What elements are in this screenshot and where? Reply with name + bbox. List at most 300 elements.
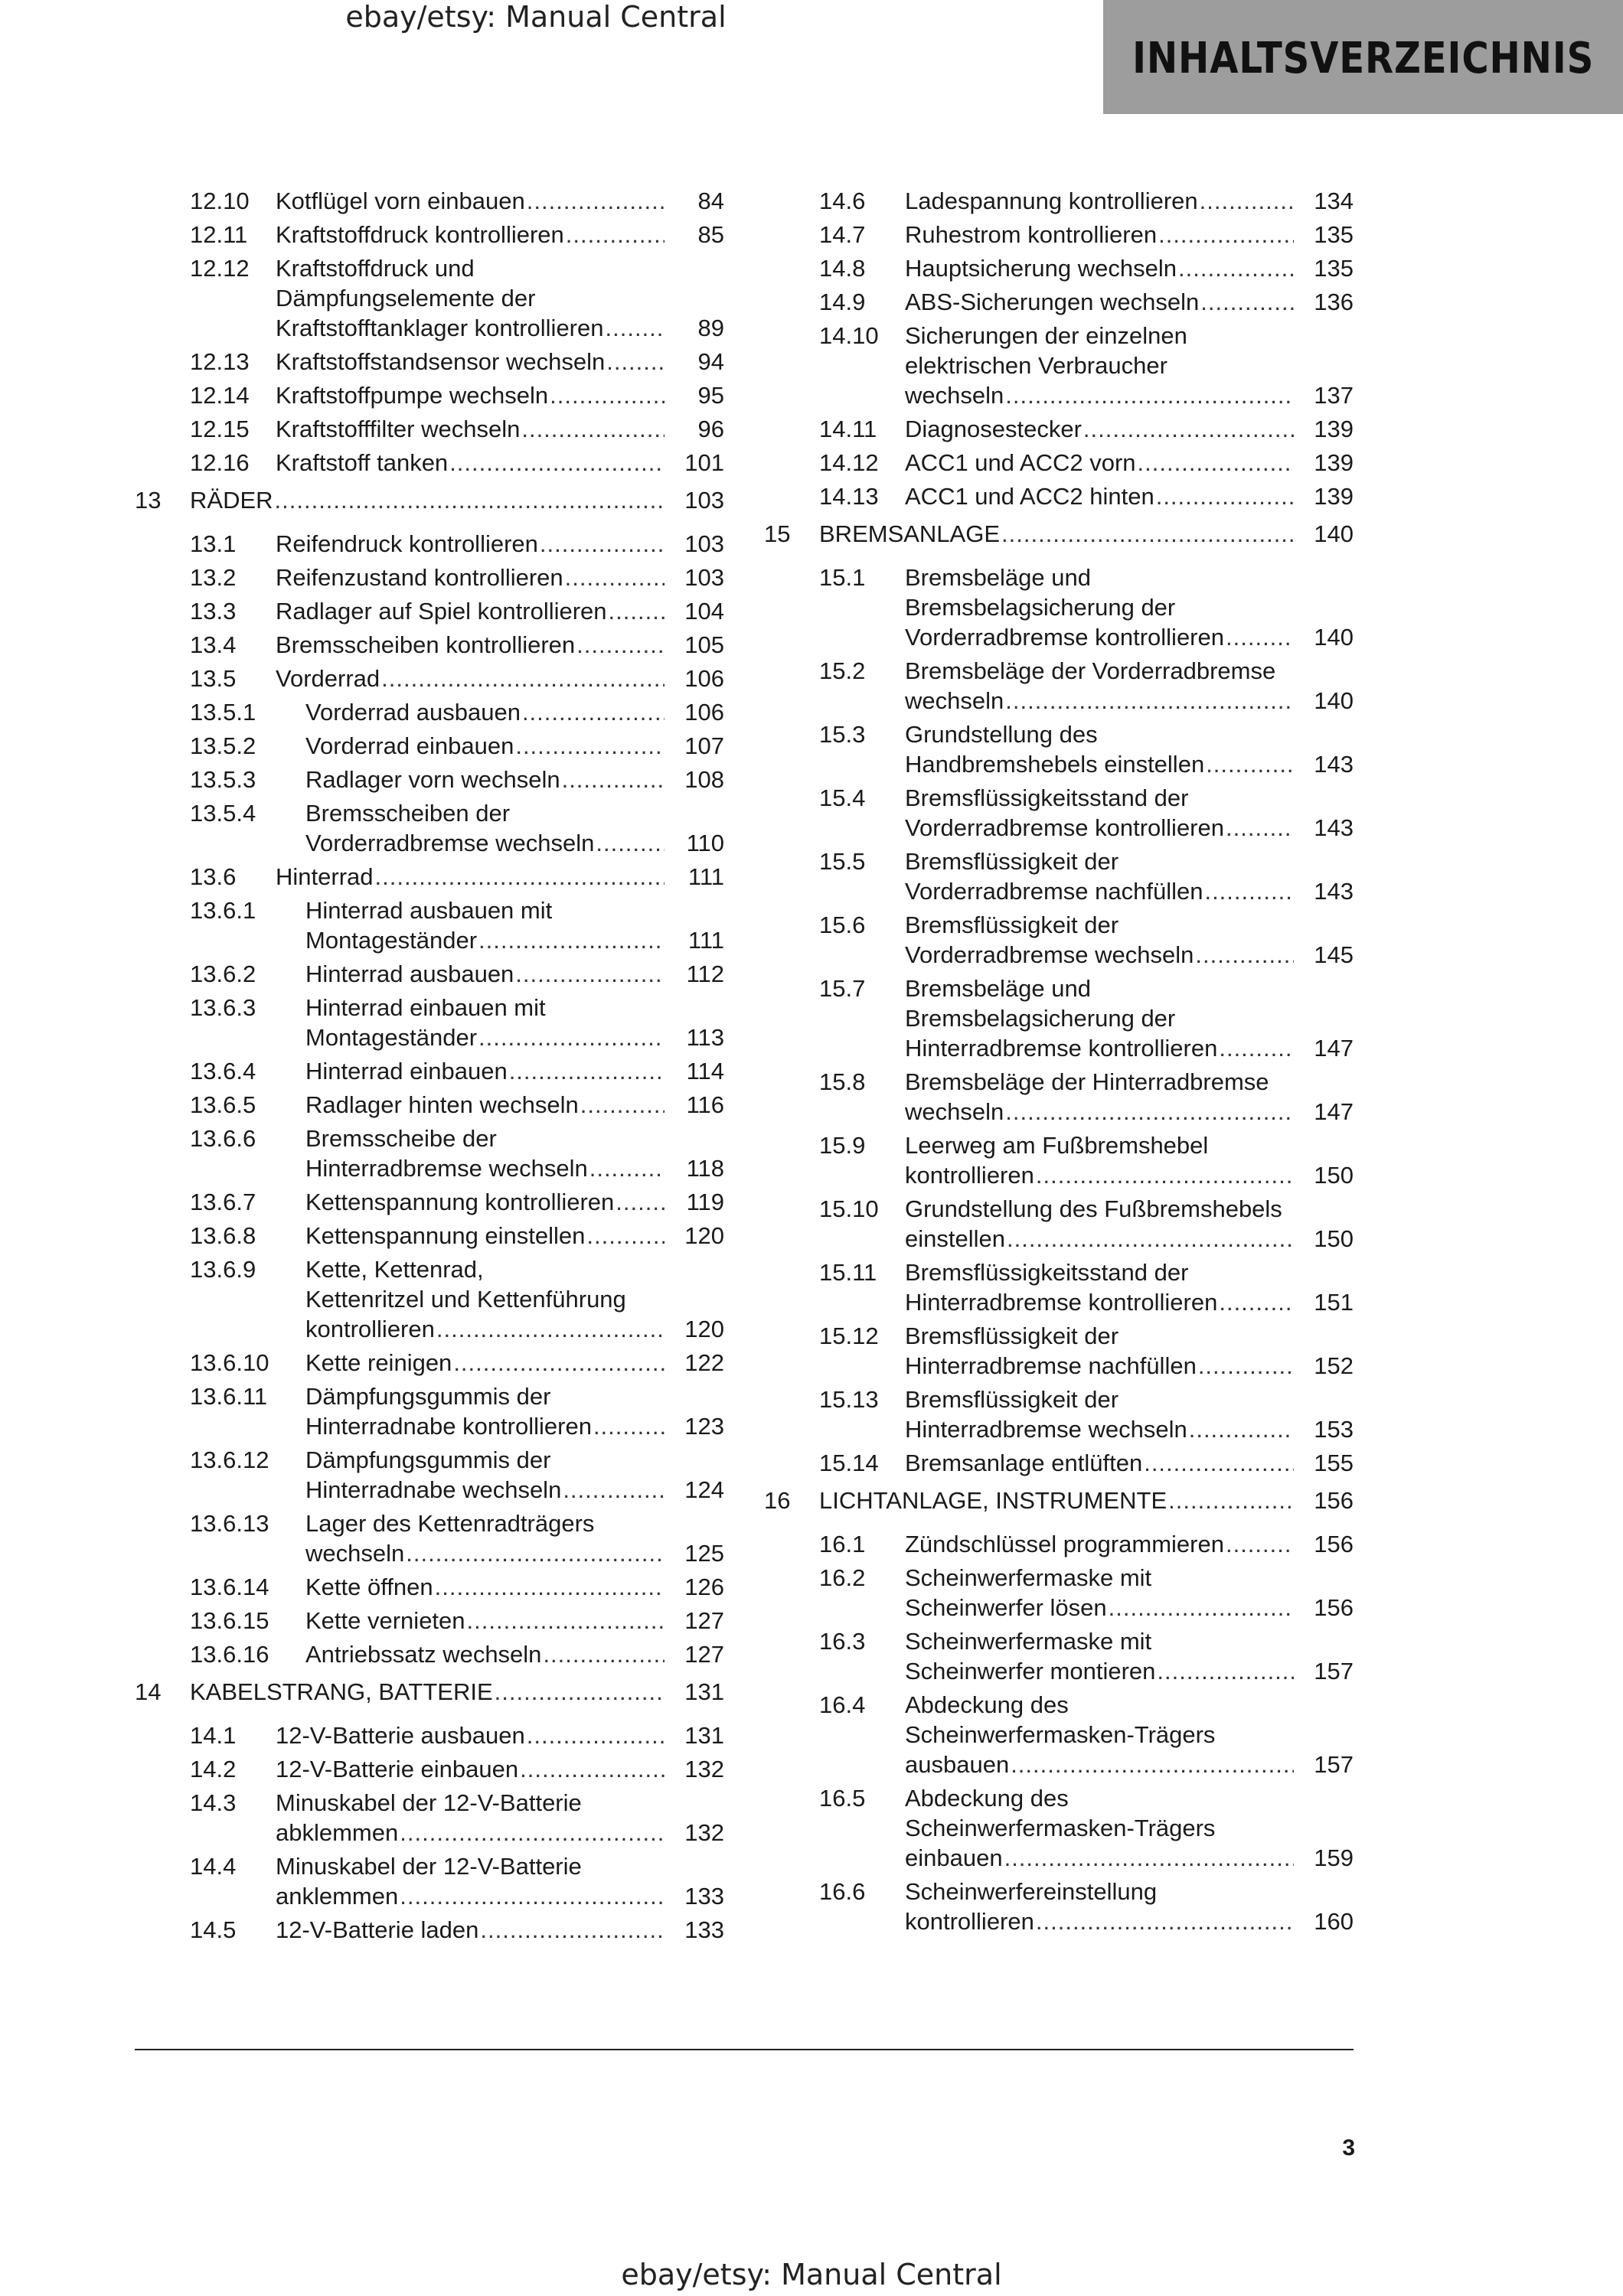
- toc-entry[interactable]: [135, 448, 724, 478]
- toc-chapter-entry[interactable]: [764, 1486, 1354, 1515]
- toc-entry[interactable]: [764, 321, 1354, 410]
- toc-entry[interactable]: [764, 414, 1354, 444]
- dot-leader: [1226, 1529, 1294, 1559]
- toc-entry-title-line: RÄDER: [190, 487, 273, 514]
- toc-entry-title-line: wechseln: [905, 382, 1004, 409]
- toc-entry-title-line: Scheinwerfermaske mit: [905, 1564, 1152, 1591]
- page-number: 3: [1342, 2135, 1355, 2161]
- toc-entry-title-line: Scheinwerfermaske mit: [905, 1628, 1152, 1655]
- toc-entry[interactable]: [135, 1445, 724, 1505]
- toc-entry[interactable]: [135, 862, 724, 892]
- toc-entry-page: 116: [686, 1091, 724, 1118]
- toc-entry-title-line: Kraftstoffdruck kontrollieren: [276, 221, 564, 248]
- dot-leader: [606, 347, 665, 377]
- toc-entry[interactable]: [764, 974, 1354, 1063]
- toc-entry-number: 13.6.9: [190, 1256, 256, 1283]
- section-title: INHALTSVERZEICHNIS: [1132, 34, 1595, 83]
- toc-entry-page: 153: [1314, 1416, 1354, 1443]
- toc-entry-title-line: Vorderrad einbauen: [305, 732, 514, 759]
- dot-leader: [522, 697, 665, 727]
- dot-leader: [580, 1090, 665, 1120]
- toc-entry-number: 16.2: [819, 1564, 866, 1591]
- toc-entry-page: 111: [687, 927, 724, 954]
- toc-entry-title-line: Scheinwerfermasken-Trägers: [905, 1721, 1216, 1748]
- toc-entry-title-line: Montageständer: [305, 1024, 478, 1051]
- toc-entry-page: 110: [686, 830, 724, 856]
- toc-entry-number: 12.16: [190, 449, 250, 476]
- toc-entry[interactable]: [135, 1572, 724, 1602]
- toc-entry-page: 120: [684, 1222, 724, 1249]
- toc-entry-number: 15.4: [819, 784, 866, 811]
- toc-entry-number: 13.6.14: [190, 1574, 269, 1600]
- toc-entry[interactable]: [135, 993, 724, 1052]
- toc-entry[interactable]: [135, 186, 724, 216]
- toc-entry-page: 152: [1314, 1352, 1354, 1379]
- toc-entry-number: 14.6: [819, 188, 866, 214]
- toc-entry-page: 150: [1314, 1162, 1354, 1189]
- toc-entry[interactable]: [135, 1754, 724, 1784]
- toc-entry-title-line: Vorderrad: [276, 665, 380, 692]
- watermark-top: ebay/etsy: Manual Central: [345, 0, 727, 34]
- toc-entry-page: 159: [1314, 1844, 1354, 1871]
- dot-leader: [1036, 1160, 1294, 1190]
- dot-leader: [563, 1475, 665, 1505]
- toc-entry-number: 13.5.3: [190, 766, 256, 793]
- toc-entry[interactable]: [764, 448, 1354, 478]
- toc-entry-title-line: Hinterradbremse kontrollieren: [905, 1289, 1218, 1316]
- toc-entry-title-line: Bremsbeläge der Vorderradbremse: [905, 657, 1276, 684]
- toc-entry-title-line: Kette öffnen: [305, 1574, 433, 1600]
- dot-leader: [593, 1411, 665, 1441]
- dot-leader: [1005, 380, 1294, 410]
- dot-leader: [381, 664, 665, 693]
- dot-leader: [478, 925, 665, 955]
- toc-entry-title-line: Abdeckung des: [905, 1691, 1069, 1718]
- toc-entry-title-line: Kettenritzel und Kettenführung: [305, 1286, 626, 1313]
- toc-entry-number: 13.6.2: [190, 960, 256, 987]
- toc-entry-page: 140: [1314, 687, 1354, 714]
- toc-entry-page: 103: [684, 564, 724, 591]
- toc-entry-title-line: Diagnosestecker: [905, 416, 1082, 442]
- toc-entry[interactable]: [764, 1529, 1354, 1559]
- toc-entry-page: 126: [684, 1574, 724, 1600]
- toc-entry-page: 120: [684, 1316, 724, 1342]
- toc-entry-title-line: Bremsflüssigkeitsstand der: [905, 1259, 1189, 1286]
- toc-entry[interactable]: [135, 347, 724, 377]
- toc-entry-number: 14.3: [190, 1789, 237, 1816]
- toc-entry[interactable]: [764, 719, 1354, 779]
- toc-entry[interactable]: [135, 1851, 724, 1911]
- toc-entry-number: 15.9: [819, 1132, 866, 1159]
- toc-entry-title-line: Bremsbeläge und: [905, 975, 1091, 1002]
- toc-entry-number: 14.12: [819, 449, 879, 476]
- toc-entry[interactable]: [764, 1257, 1354, 1317]
- toc-entry-number: 14.4: [190, 1853, 237, 1880]
- dot-leader: [1189, 1414, 1294, 1444]
- toc-entry-number: 13.6.6: [190, 1125, 256, 1152]
- toc-entry-page: 135: [1314, 221, 1354, 248]
- toc-entry-title-line: Kraftstoffdruck und: [276, 255, 475, 282]
- toc-entry-number: 15.11: [819, 1259, 877, 1286]
- toc-entry[interactable]: [135, 1221, 724, 1251]
- dot-leader: [1109, 1593, 1294, 1623]
- toc-entry-page: 103: [684, 530, 724, 557]
- toc-entry-page: 89: [697, 315, 724, 341]
- dot-leader: [467, 1606, 665, 1636]
- toc-entry[interactable]: [135, 1348, 724, 1378]
- toc-entry-number: 15.8: [819, 1068, 866, 1095]
- section-header: [1103, 0, 1623, 114]
- toc-entry-page: 106: [684, 665, 724, 692]
- dot-leader: [1195, 940, 1294, 970]
- toc-entry-page: 160: [1314, 1908, 1354, 1935]
- toc-entry-title-line: Hinterradbremse wechseln: [305, 1155, 588, 1182]
- dot-leader: [275, 485, 665, 515]
- toc-entry-title-line: Bremsbeläge und: [905, 564, 1091, 591]
- toc-chapter-entry[interactable]: [135, 1677, 724, 1707]
- toc-entry[interactable]: [764, 287, 1354, 317]
- dot-leader: [540, 529, 665, 559]
- toc-entry-title-line: Sicherungen der einzelnen: [905, 322, 1187, 349]
- toc-entry[interactable]: [135, 529, 724, 559]
- toc-entry[interactable]: [764, 220, 1354, 249]
- toc-entry[interactable]: [135, 596, 724, 626]
- toc-entry-page: 84: [697, 188, 724, 214]
- toc-entry-page: 106: [684, 699, 724, 726]
- toc-entry-page: 94: [697, 348, 724, 375]
- toc-entry[interactable]: [764, 1563, 1354, 1623]
- toc-entry-page: 111: [687, 863, 724, 890]
- toc-entry-number: 13.6.7: [190, 1189, 256, 1215]
- toc-entry-number: 14.2: [190, 1756, 237, 1782]
- toc-entry-number: 13.4: [190, 631, 237, 658]
- toc-entry-title-line: Hinterrad einbauen mit: [305, 994, 546, 1021]
- toc-entry[interactable]: [764, 1384, 1354, 1444]
- toc-entry-title-line: abklemmen: [276, 1819, 399, 1846]
- toc-entry[interactable]: [764, 1877, 1354, 1936]
- toc-entry-number: 12.14: [190, 382, 250, 409]
- toc-entry[interactable]: [135, 1187, 724, 1217]
- dot-leader: [453, 1348, 665, 1378]
- toc-entry[interactable]: [135, 765, 724, 794]
- toc-entry[interactable]: [135, 630, 724, 660]
- toc-entry-number: 13.6.3: [190, 994, 256, 1021]
- toc-entry-title-line: Kette vernieten: [305, 1607, 465, 1634]
- toc-entry-title-line: Grundstellung des: [905, 721, 1098, 748]
- toc-entry-number: 15.6: [819, 912, 866, 938]
- dot-leader: [576, 630, 665, 660]
- toc-entry-number: 15.1: [819, 564, 866, 591]
- toc-entry[interactable]: [764, 1448, 1354, 1478]
- toc-entry[interactable]: [764, 846, 1354, 906]
- toc-entry-title-line: Bremsflüssigkeit der: [905, 1386, 1119, 1413]
- dot-leader: [1200, 287, 1294, 317]
- toc-entry-number: 14.7: [819, 221, 866, 248]
- toc-entry-page: 132: [684, 1819, 724, 1846]
- dot-leader: [521, 414, 665, 444]
- toc-entry-page: 112: [686, 960, 724, 987]
- dot-leader: [606, 313, 665, 343]
- toc-entry-title-line: ausbauen: [905, 1751, 1010, 1778]
- toc-entry[interactable]: [135, 1124, 724, 1183]
- toc-entry[interactable]: [135, 1720, 724, 1750]
- dot-leader: [1011, 1750, 1294, 1779]
- dot-leader: [550, 380, 665, 410]
- toc-entry[interactable]: [135, 895, 724, 955]
- toc-entry-number: 14.5: [190, 1916, 237, 1943]
- toc-entry-title-line: kontrollieren: [905, 1162, 1034, 1189]
- toc-entry-title-line: Bremsscheiben kontrollieren: [276, 631, 576, 658]
- toc-entry[interactable]: [764, 186, 1354, 216]
- toc-entry-number: 13.6: [190, 863, 237, 890]
- toc-entry-title-line: Scheinwerfer montieren: [905, 1658, 1156, 1684]
- toc-entry-number: 14.11: [819, 416, 877, 442]
- dot-leader: [1226, 813, 1294, 843]
- toc-entry-number: 13.6.10: [190, 1349, 269, 1376]
- toc-entry-page: 122: [684, 1349, 724, 1376]
- toc-entry-title-line: Bremsscheiben der: [305, 800, 511, 827]
- toc-entry-page: 143: [1314, 878, 1354, 905]
- toc-entry-title-line: BREMSANLAGE: [819, 520, 1001, 547]
- toc-entry-number: 13.5.2: [190, 732, 256, 759]
- toc-entry-title-line: Vorderradbremse wechseln: [905, 941, 1194, 968]
- toc-entry-number: 14: [135, 1678, 162, 1705]
- toc-entry-number: 16.4: [819, 1691, 866, 1718]
- toc-entry[interactable]: [135, 220, 724, 249]
- toc-entry-title-line: Kraftstofffilter wechseln: [276, 416, 521, 442]
- toc-entry-title-line: Lager des Kettenradträgers: [305, 1510, 595, 1537]
- toc-entry-number: 16.6: [819, 1878, 866, 1905]
- dot-leader: [1157, 1656, 1294, 1686]
- toc-entry-title-line: Kettenspannung einstellen: [305, 1222, 586, 1249]
- toc-entry-title-line: Kette reinigen: [305, 1349, 452, 1376]
- dot-leader: [1001, 519, 1294, 549]
- toc-right-column: [764, 186, 1354, 1940]
- toc-entry-title-line: wechseln: [305, 1540, 405, 1567]
- toc-entry-page: 133: [684, 1883, 724, 1910]
- toc-entry-title-line: Radlager vorn wechseln: [305, 766, 560, 793]
- toc-entry-number: 15.2: [819, 657, 866, 684]
- toc-entry[interactable]: [764, 1067, 1354, 1127]
- toc-chapter-entry[interactable]: [135, 485, 724, 515]
- toc-entry-page: 156: [1314, 1531, 1354, 1557]
- toc-entry[interactable]: [135, 959, 724, 989]
- toc-entry-number: 13.5.4: [190, 800, 256, 827]
- toc-entry[interactable]: [764, 1690, 1354, 1779]
- toc-entry-page: 135: [1314, 255, 1354, 282]
- dot-leader: [1007, 1224, 1294, 1254]
- toc-entry-number: 13.6.8: [190, 1222, 256, 1249]
- toc-entry-page: 155: [1314, 1450, 1354, 1476]
- toc-entry[interactable]: [135, 380, 724, 410]
- toc-entry-page: 147: [1314, 1098, 1354, 1125]
- toc-entry-title-line: Radlager hinten wechseln: [305, 1091, 579, 1118]
- toc-entry-title-line: Bremsflüssigkeit der: [905, 912, 1119, 938]
- toc-entry-title-line: kontrollieren: [905, 1908, 1034, 1935]
- toc-entry-number: 14.9: [819, 289, 866, 315]
- toc-entry-page: 156: [1314, 1487, 1354, 1514]
- toc-entry[interactable]: [764, 783, 1354, 843]
- toc-entry-page: 147: [1314, 1035, 1354, 1062]
- toc-entry-page: 103: [684, 487, 724, 514]
- toc-entry-page: 140: [1314, 520, 1354, 547]
- toc-entry[interactable]: [135, 1508, 724, 1568]
- dot-leader: [1144, 1448, 1294, 1478]
- toc-entry-number: 16.1: [819, 1531, 866, 1557]
- toc-entry-page: 145: [1314, 941, 1354, 968]
- toc-entry-page: 119: [686, 1189, 724, 1215]
- dot-leader: [478, 1022, 665, 1052]
- toc-entry-title-line: Ruhestrom kontrollieren: [905, 221, 1158, 248]
- toc-entry-page: 95: [697, 382, 724, 409]
- dot-leader: [520, 1754, 665, 1784]
- toc-entry-title-line: Hinterradbremse wechseln: [905, 1416, 1187, 1443]
- toc-entry[interactable]: [135, 1915, 724, 1945]
- toc-entry[interactable]: [135, 798, 724, 858]
- dot-leader: [400, 1818, 665, 1848]
- toc-entry-number: 13: [135, 487, 162, 514]
- dot-leader: [400, 1881, 665, 1911]
- toc-entry-title-line: Kraftstoffstandsensor wechseln: [276, 348, 606, 375]
- dot-leader: [562, 765, 665, 794]
- toc-entry[interactable]: [764, 910, 1354, 970]
- toc-entry-title-line: Kraftstoffpumpe wechseln: [276, 382, 549, 409]
- toc-entry[interactable]: [135, 697, 724, 727]
- toc-entry-page: 104: [684, 598, 724, 625]
- toc-entry-title-line: Bremsscheibe der: [305, 1125, 497, 1152]
- toc-entry-title-line: 12-V-Batterie einbauen: [276, 1756, 519, 1782]
- toc-entry[interactable]: [135, 1254, 724, 1344]
- toc-entry-title-line: Hinterradbremse kontrollieren: [905, 1035, 1218, 1062]
- toc-entry-number: 15.14: [819, 1450, 879, 1476]
- toc-entry-title-line: anklemmen: [276, 1883, 399, 1910]
- toc-entry[interactable]: [764, 1626, 1354, 1686]
- toc-entry-page: 131: [684, 1678, 724, 1705]
- toc-entry[interactable]: [135, 1788, 724, 1848]
- toc-entry[interactable]: [764, 1130, 1354, 1190]
- toc-entry-number: 12.11: [190, 221, 248, 248]
- toc-entry-title-line: Handbremshebels einstellen: [905, 751, 1205, 778]
- toc-entry-page: 123: [684, 1413, 724, 1440]
- toc-entry-title-line: ABS-Sicherungen wechseln: [905, 289, 1200, 315]
- toc-entry-page: 143: [1314, 751, 1354, 778]
- dot-leader: [1198, 1351, 1294, 1381]
- toc-entry[interactable]: [135, 664, 724, 693]
- dot-leader: [436, 1314, 665, 1344]
- toc-entry-title-line: Minuskabel der 12-V-Batterie: [276, 1853, 582, 1880]
- toc-entry-number: 12.13: [190, 348, 250, 375]
- toc-entry-number: 13.6.16: [190, 1641, 269, 1668]
- toc-entry-number: 15.7: [819, 975, 866, 1002]
- toc-entry[interactable]: [135, 1639, 724, 1669]
- toc-entry-number: 15: [764, 520, 791, 547]
- toc-entry-page: 125: [684, 1540, 724, 1567]
- toc-entry-page: 96: [697, 416, 724, 442]
- toc-entry-page: 114: [686, 1058, 724, 1084]
- toc-entry[interactable]: [764, 1194, 1354, 1254]
- dot-leader: [527, 186, 665, 216]
- dot-leader: [480, 1915, 665, 1945]
- toc-entry-page: 124: [684, 1476, 724, 1503]
- toc-entry-page: 136: [1314, 289, 1354, 315]
- toc-entry[interactable]: [764, 563, 1354, 652]
- toc-entry[interactable]: [135, 253, 724, 343]
- toc-entry-title-line: Ladespannung kontrollieren: [905, 188, 1198, 214]
- toc-entry[interactable]: [135, 1056, 724, 1086]
- toc-entry-title-line: Kraftstofftanklager kontrollieren: [276, 315, 604, 341]
- toc-entry-title-line: 12-V-Batterie laden: [276, 1916, 479, 1943]
- toc-entry[interactable]: [135, 1090, 724, 1120]
- toc-entry-title-line: Dämpfungselemente der: [276, 285, 536, 311]
- toc-entry-number: 13.6.12: [190, 1446, 269, 1473]
- toc-entry-title-line: ACC1 und ACC2 vorn: [905, 449, 1136, 476]
- toc-entry[interactable]: [135, 731, 724, 761]
- toc-entry[interactable]: [764, 1783, 1354, 1873]
- toc-entry[interactable]: [764, 481, 1354, 511]
- toc-entry-title-line: KABELSTRANG, BATTERIE: [190, 1678, 493, 1705]
- dot-leader: [1156, 481, 1294, 511]
- toc-entry-title-line: elektrischen Verbraucher: [905, 352, 1167, 379]
- dot-leader: [566, 220, 665, 249]
- toc-entry-title-line: Bremsbelagsicherung der: [905, 1005, 1176, 1032]
- toc-entry-title-line: wechseln: [905, 1098, 1004, 1125]
- toc-entry-title-line: Vorderradbremse kontrollieren: [905, 624, 1224, 651]
- dot-leader: [543, 1639, 665, 1669]
- toc-entry-page: 132: [684, 1756, 724, 1782]
- toc-chapter-entry[interactable]: [764, 519, 1354, 549]
- dot-leader: [527, 1720, 665, 1750]
- toc-entry[interactable]: [764, 1321, 1354, 1381]
- toc-entry-page: 150: [1314, 1225, 1354, 1252]
- dot-leader: [609, 596, 665, 626]
- toc-entry-title-line: Reifenzustand kontrollieren: [276, 564, 563, 591]
- dot-leader: [515, 731, 665, 761]
- toc-entry[interactable]: [135, 1606, 724, 1636]
- toc-entry-title-line: Antriebssatz wechseln: [305, 1641, 542, 1668]
- toc-entry-title-line: Grundstellung des Fußbremshebels: [905, 1195, 1282, 1222]
- toc-entry[interactable]: [135, 1381, 724, 1441]
- toc-entry[interactable]: [764, 656, 1354, 716]
- toc-entry-title-line: Vorderradbremse wechseln: [305, 830, 595, 856]
- toc-entry-number: 13.6.13: [190, 1510, 269, 1537]
- toc-entry-number: 15.13: [819, 1386, 879, 1413]
- toc-entry-number: 16.5: [819, 1785, 866, 1812]
- toc-entry-title-line: Bremsanlage entlüften: [905, 1450, 1143, 1476]
- toc-entry-title-line: einstellen: [905, 1225, 1005, 1252]
- toc-entry-number: 13.3: [190, 598, 237, 625]
- toc-entry[interactable]: [764, 253, 1354, 283]
- dot-leader: [435, 1572, 665, 1602]
- toc-entry-title-line: Montageständer: [305, 927, 478, 954]
- toc-entry[interactable]: [135, 563, 724, 592]
- toc-entry-page: 143: [1314, 814, 1354, 841]
- toc-entry[interactable]: [135, 414, 724, 444]
- toc-entry-page: 139: [1314, 416, 1354, 442]
- toc-entry-title-line: Kotflügel vorn einbauen: [276, 188, 525, 214]
- toc-entry-page: 107: [684, 732, 724, 759]
- watermark-bottom: ebay/etsy: Manual Central: [621, 2258, 1002, 2291]
- dot-leader: [1158, 220, 1294, 249]
- toc-entry-title-line: Vorderradbremse nachfüllen: [905, 878, 1203, 905]
- toc-entry-title-line: Scheinwerfermasken-Trägers: [905, 1815, 1216, 1841]
- toc-entry-page: 101: [684, 449, 724, 476]
- toc-entry-title-line: Dämpfungsgummis der: [305, 1446, 551, 1473]
- toc-entry-page: 127: [684, 1641, 724, 1668]
- toc-entry-title-line: Hinterrad: [276, 863, 374, 890]
- toc-entry-title-line: Leerweg am Fußbremshebel: [905, 1132, 1209, 1159]
- dot-leader: [375, 862, 665, 892]
- toc-entry-page: 139: [1314, 483, 1354, 510]
